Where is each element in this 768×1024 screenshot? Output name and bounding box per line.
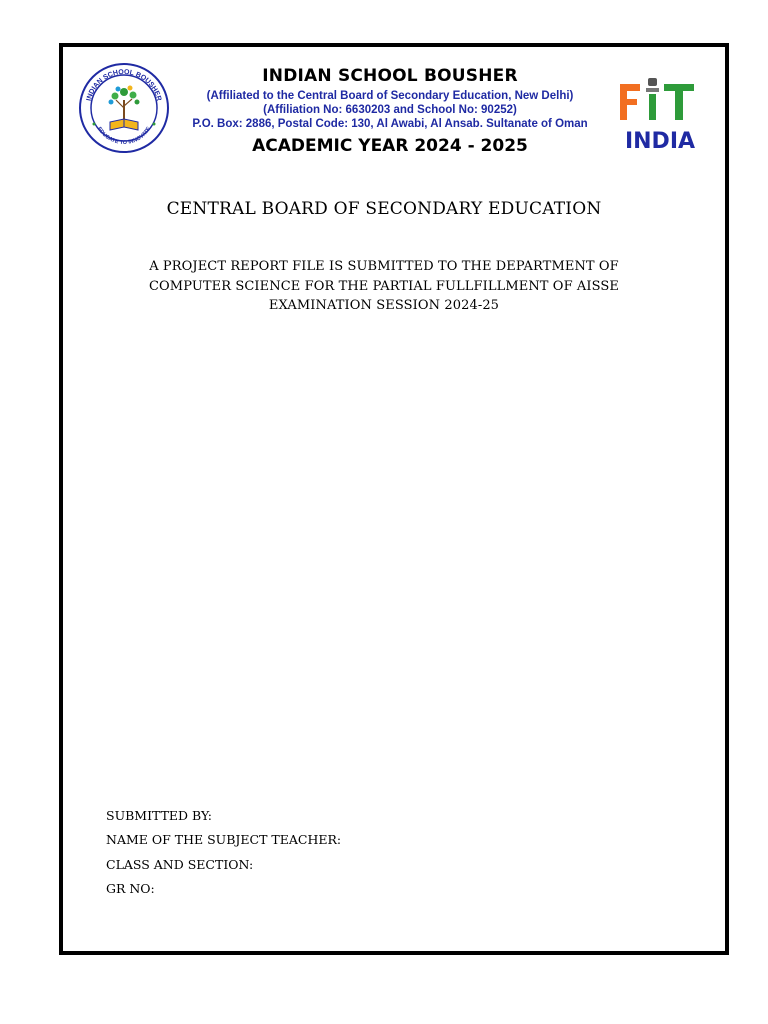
submitted-by-label: SUBMITTED BY:: [106, 808, 212, 823]
academic-year: ACADEMIC YEAR 2024 - 2025: [252, 136, 528, 156]
address-line: P.O. Box: 2886, Postal Code: 130, Al Awabi, Al Ansab. Sultanate of Oman: [192, 118, 588, 130]
project-description: A PROJECT REPORT FILE IS SUBMITTED TO THE DEPARTMENT OF COMPUTER SCIENCE FOR THE PARTIAL FULLFILLMENT OF AISSE EXAMINATION SESSION 2024-25: [148, 259, 620, 313]
fit-india-logo-icon: [618, 74, 702, 154]
gr-no-label: GR NO:: [106, 881, 155, 896]
class-section-label: CLASS AND SECTION:: [106, 857, 254, 872]
subject-teacher-label: NAME OF THE SUBJECT TEACHER:: [106, 832, 342, 847]
school-name: INDIAN SCHOOL BOUSHER: [262, 66, 518, 86]
board-title: CENTRAL BOARD OF SECONDARY EDUCATION: [166, 199, 602, 219]
affiliation-line-2: (Affiliation No: 6630203 and School No: 90252): [263, 104, 517, 116]
emblem-bottom-text: EDUCATE TO INNOVATE: [95, 126, 153, 147]
fit-india-text: INDIA: [624, 129, 696, 154]
emblem-top-text: INDIAN SCHOOL BOUSHER: [85, 68, 163, 102]
school-emblem-icon: [78, 62, 170, 154]
affiliation-line-1: (Affiliated to the Central Board of Secondary Education, New Delhi): [206, 90, 574, 102]
